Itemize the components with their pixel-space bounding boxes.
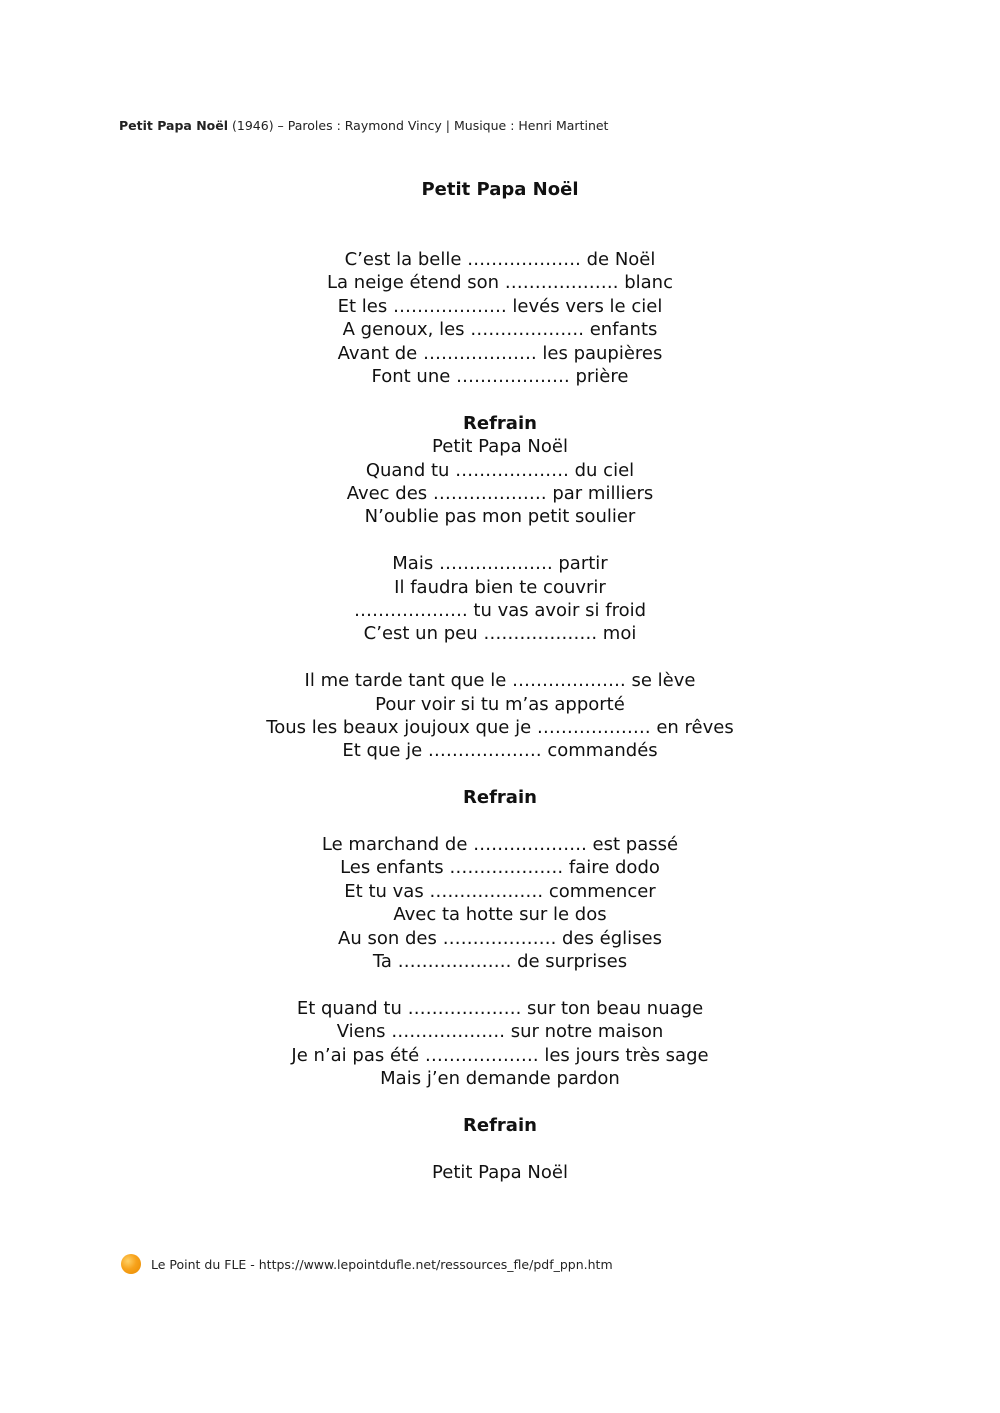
refrain-marker-1: [0, 786, 1000, 809]
stanza-2: [0, 552, 1000, 646]
lyric-line: Le marchand de ………………. est passé: [321, 834, 679, 856]
lyric-line: N’oublie pas mon petit soulier: [364, 506, 636, 528]
lyric-line: Et que je ………………. commandés: [342, 740, 658, 762]
lyric-line: Tous les beaux joujoux que je ………………. en rêves: [266, 717, 734, 739]
lyric-line: Il faudra bien te couvrir: [394, 576, 606, 598]
lyric-line: Petit Papa Noël: [432, 436, 568, 458]
stanza-5: [0, 997, 1000, 1091]
lyric-line: Mais j’en demande pardon: [380, 1068, 620, 1090]
lyric-line: La neige étend son ………………. blanc: [327, 272, 673, 294]
stanza-1: [0, 248, 1000, 388]
orange-logo-icon: [121, 1254, 141, 1274]
stanza-4: [0, 833, 1000, 973]
header-credits: (1946) – Paroles : Raymond Vincy | Musique : Henri Martinet: [228, 118, 609, 133]
refrain-label: Refrain: [463, 787, 537, 809]
lyric-line: Avec des ………………. par milliers: [346, 483, 654, 505]
lyric-line: Ta ………………. de surprises: [372, 951, 628, 973]
lyric-line: Je n’ai pas été ………………. les jours très sage: [291, 1044, 709, 1066]
lyric-line: Il me tarde tant que le ………………. se lève: [304, 670, 696, 692]
refrain-label: Refrain: [463, 1114, 537, 1136]
song-title: Petit Papa Noël: [421, 179, 579, 200]
lyric-line: Et tu vas ………………. commencer: [344, 880, 656, 902]
refrain-label: Refrain: [463, 412, 537, 434]
page-footer: [121, 1254, 613, 1274]
lyric-line: Font une ………………. prière: [371, 366, 629, 388]
lyric-line: ………………. tu vas avoir si froid: [353, 600, 647, 622]
lyric-line: Les enfants ………………. faire dodo: [340, 857, 660, 879]
refrain-block: [0, 412, 1000, 529]
lyric-line: Et quand tu ………………. sur ton beau nuage: [296, 997, 704, 1019]
footer-text: Le Point du FLE - https://www.lepointdufle.net/ressources_fle/pdf_ppn.htm: [151, 1256, 613, 1272]
lyric-line: A genoux, les ………………. enfants: [342, 319, 658, 341]
document-header: [119, 118, 608, 133]
header-song-title: Petit Papa Noël: [119, 118, 229, 133]
lyric-line: C’est la belle ………………. de Noël: [344, 249, 656, 270]
lyric-line: Avec ta hotte sur le dos: [393, 904, 607, 926]
refrain-marker-2: [0, 1114, 1000, 1137]
closing-line-block: [0, 1161, 1000, 1184]
lyric-line: Au son des ………………. des églises: [338, 927, 662, 949]
song-lyrics: [0, 178, 1000, 1184]
lyric-line: Et les ………………. levés vers le ciel: [337, 295, 663, 317]
lyric-line: C’est un peu ………………. moi: [363, 623, 637, 645]
lyric-line: Pour voir si tu m’as apporté: [375, 693, 625, 715]
lyric-line: Quand tu ………………. du ciel: [365, 459, 635, 481]
lyric-line: Viens ………………. sur notre maison: [336, 1021, 664, 1043]
closing-line: Petit Papa Noël: [432, 1161, 568, 1183]
lyric-line: Mais ………………. partir: [392, 553, 608, 575]
stanza-3: [0, 669, 1000, 763]
lyric-line: Avant de ………………. les paupières: [337, 342, 663, 364]
